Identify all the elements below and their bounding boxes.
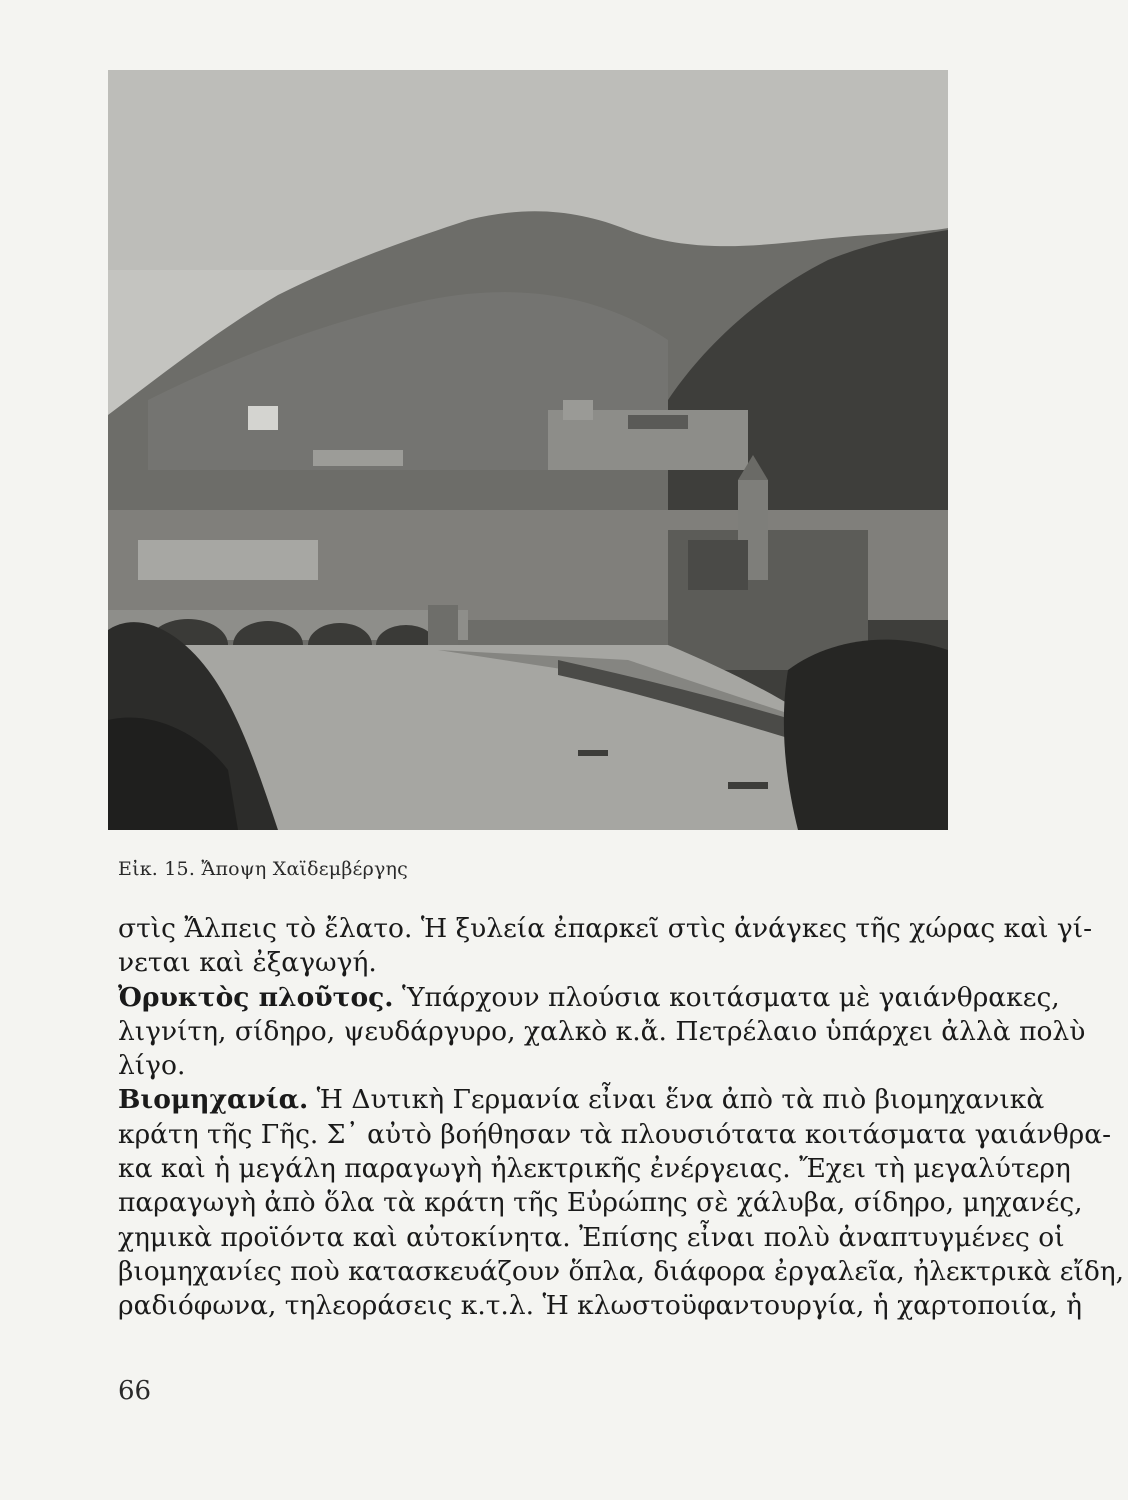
figure-caption: Εἰκ. 15. Ἄποψη Χαϊδεμβέργης [118,858,408,880]
text-line: λιγνίτη, σίδηρο, ψευδάργυρο, χαλκὸ κ.ἄ. Πετρέλαιο ὑπάρχει ἀλλὰ πολὺ [118,1015,1086,1047]
text-line: κράτη τῆς Γῆς. Σ᾽ αὐτὸ βοήθησαν τὰ πλουσιότατα κοιτάσματα γαιάνθρα- [118,1118,1112,1150]
text-line: βιομηχανίες ποὺ κατασκευάζουν ὅπλα, διάφορα ἐργαλεῖα, ἠλεκτρικὰ εἴδη, [118,1255,1125,1287]
text-line: κα καὶ ἡ μεγάλη παραγωγὴ ἠλεκτρικῆς ἐνέργειας. Ἔχει τὴ μεγαλύτερη [118,1153,1071,1185]
text-line: νεται καὶ ἐξαγωγή. [118,947,377,979]
text-fragment: Ἡ Δυτικὴ Γερμανία εἶναι ἕνα ἀπὸ τὰ πιὸ βιομηχανικὰ [308,1084,1045,1116]
text-line: λίγο. [118,1050,186,1082]
text-line [118,1083,1045,1117]
text-fragment: Ὑπάρχουν πλούσια κοιτάσματα μὲ γαιάνθρακες, [393,981,1060,1013]
text-line: χημικὰ προϊόντα καὶ αὐτοκίνητα. Ἐπίσης εἶναι πολὺ ἀναπτυγμένες οἱ [118,1221,1065,1253]
text-line: ραδιόφωνα, τηλεοράσεις κ.τ.λ. Ἡ κλωστοϋφαντουργία, ἡ χαρτοποιία, ἡ [118,1290,1083,1322]
paragraph-forestry [118,912,1093,981]
text-line: στὶς Ἄλπεις τὸ ἔλατο. Ἡ ξυλεία ἐπαρκεῖ στὶς ἀνάγκες τῆς χώρας καὶ γί- [118,913,1093,944]
heidelberg-view-photo [108,70,948,830]
text-line [118,981,1060,1015]
body-text [118,912,1125,1324]
paragraph-mineral-wealth [118,981,1086,1084]
text-line: παραγωγὴ ἀπὸ ὅλα τὰ κράτη τῆς Εὐρώπης σὲ χάλυβα, σίδηρο, μηχανές, [118,1187,1083,1219]
section-heading: Βιομηχανία. [118,1084,309,1116]
page-number: 66 [118,1376,152,1406]
paragraph-industry [118,1083,1125,1323]
section-heading: Ὀρυκτὸς πλοῦτος. [118,981,394,1013]
